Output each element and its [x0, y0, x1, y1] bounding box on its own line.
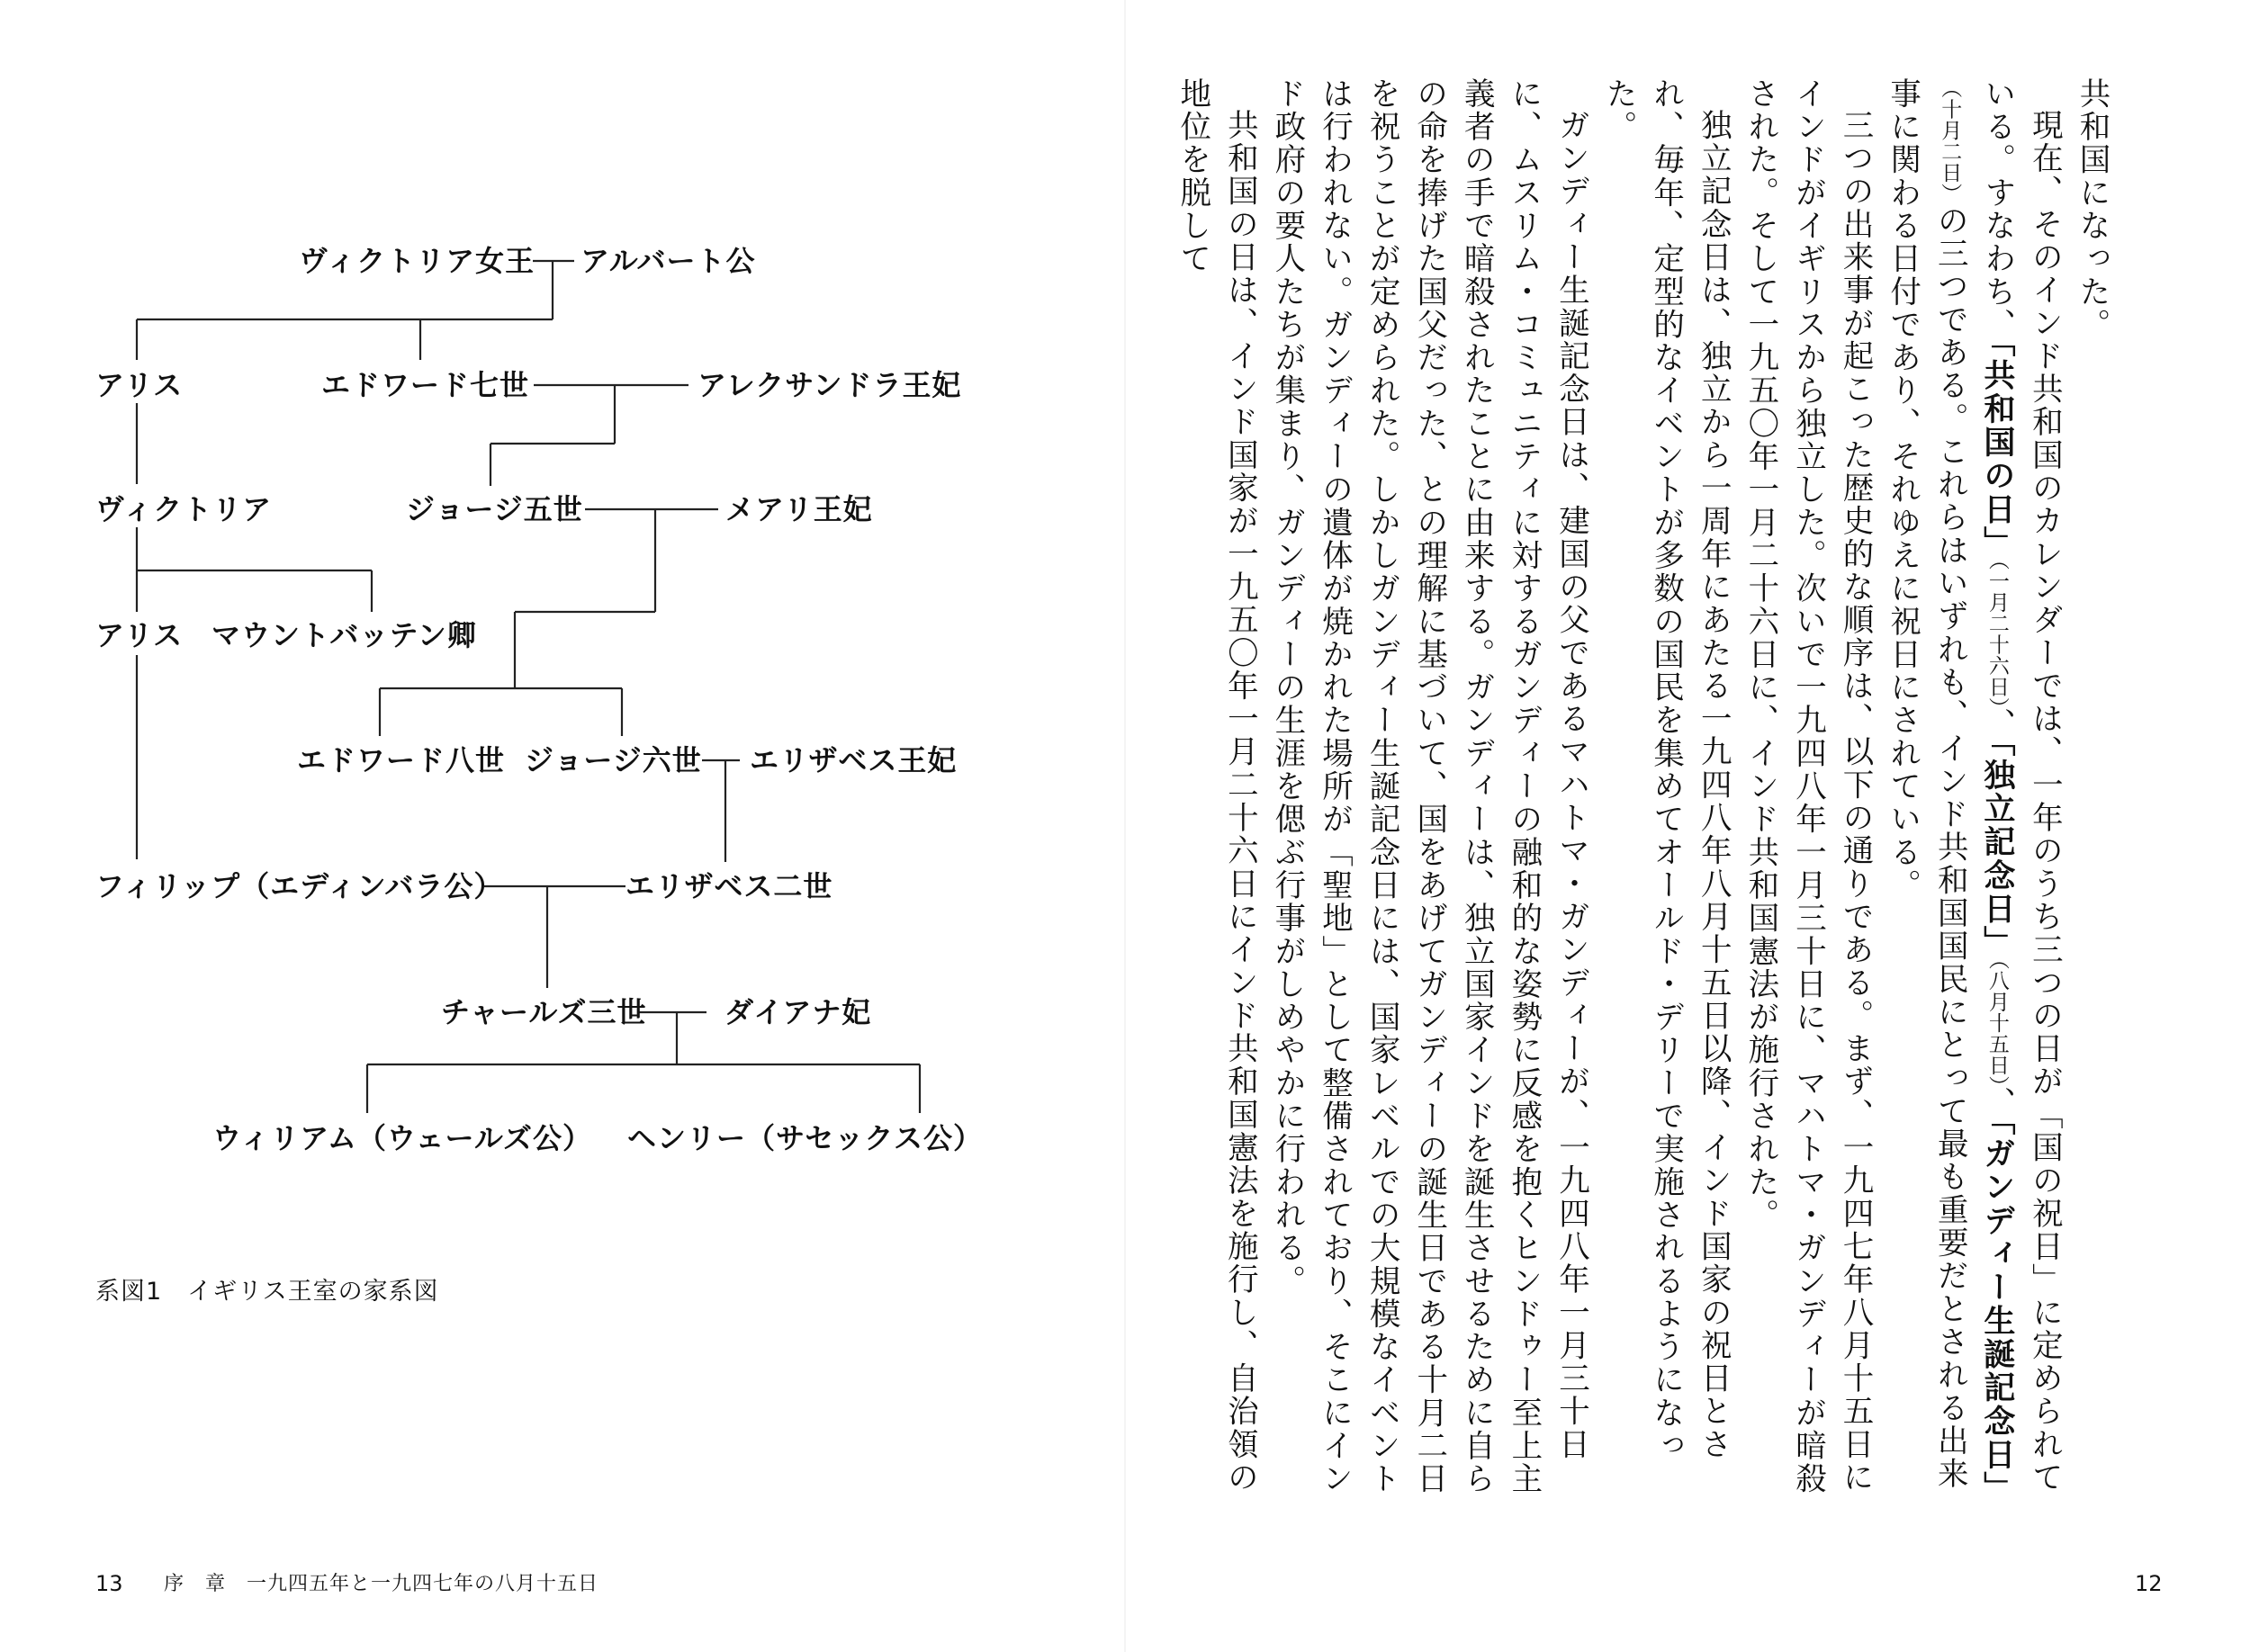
tree-node-queen-mary: メアリ王妃	[725, 492, 873, 526]
tree-node-mountbatten: マウントバッテン卿	[212, 618, 477, 652]
paragraph	[1263, 77, 1594, 1517]
paragraph	[1878, 77, 2067, 1517]
tree-node-alice-2: アリス	[95, 618, 184, 652]
date-note: （八月十五日）	[1984, 958, 2009, 1087]
tree-node-elizabeth-ii: エリザベス二世	[626, 869, 833, 903]
running-head: 序 章 一九四五年と一九四七年の八月十五日	[164, 1573, 599, 1595]
holiday-gandhi-jayanti: 「ガンディー生誕記念日」	[1978, 1119, 2015, 1505]
paragraph-text: の三つである。これらはいずれも、インド共和国国民にとって最も重要だとされる出来事に関わる日付であり、それゆえに祝日にされている。	[1884, 77, 1968, 1491]
tree-node-edward-vii: エドワード七世	[321, 368, 530, 402]
tree-node-prince-albert: アルバート公	[580, 244, 756, 278]
paragraph	[1736, 77, 1878, 1517]
tree-node-alice: アリス	[95, 368, 184, 402]
tree-node-william: ウィリアム（ウェールズ公）	[212, 1121, 592, 1155]
page-number-left: 13	[95, 1571, 123, 1596]
paragraph-text: ガンディー生誕記念日は、建国の父であるマハトマ・ガンディーが、一九四八年一月三十日に、ムスリム・コミュニティに対するガンディーの融和的な姿勢に反感を抱くヒンドゥー至上主義者の手で暗殺されたことに由来する。ガンディーは、独立国家インドを誕生させるために自らの命を捧げた国父だった、との理解に基づいて、国をあげてガンディーの誕生日である十月二日を祝うことが定められた。しかしガンディー生誕記念日には、国家レベルでの大規模なイベントは行われない。ガンディーの遺体が焼かれた場所が「聖地」として整備されており、そこにインド政府の要人たちが集まり、ガンディーの生涯を偲ぶ行事がしめやかに行われる。	[1268, 77, 1589, 1495]
paragraph	[1168, 77, 1263, 1517]
holiday-republic-day: 「共和国の日」	[1978, 341, 2015, 560]
tree-node-diana: ダイアナ妃	[724, 995, 872, 1029]
tree-node-george-vi: ジョージ六世	[525, 743, 702, 777]
paragraph-text: 現在、そのインド共和国のカレンダーでは、一年のうち三つの日が「国の祝日」に定められている。すなわち、	[1978, 77, 2063, 1494]
date-note: （一月二十六日）	[1984, 559, 2009, 708]
date-note: （十月二日）	[1938, 77, 1962, 204]
tree-node-victoria: ヴィクトリア	[95, 492, 273, 526]
paragraph	[1594, 77, 1736, 1517]
separator: 、	[1978, 707, 2015, 741]
tree-node-charles-iii: チャールズ三世	[441, 995, 647, 1029]
tree-node-george-v: ジョージ五世	[406, 492, 583, 526]
tree-node-queen-elizabeth-consort: エリザベス王妃	[750, 743, 958, 777]
tree-node-edward-viii: エドワード八世	[297, 743, 506, 777]
vertical-body-text	[1174, 77, 2115, 1517]
tree-node-prince-philip: フィリップ（エディンバラ公）	[95, 869, 504, 903]
separator: 、	[1978, 1086, 2015, 1120]
figure-caption: 系図1 イギリス王室の家系図	[95, 1278, 439, 1306]
page-gutter	[1124, 0, 1126, 1652]
paragraph-text: 独立記念日は、独立から一周年にあたる一九四八年八月十五日以降、インド国家の祝日とされ、毎年、定型的なイベントが多数の国民を集めてオールド・デリーで実施されるようになった。	[1600, 77, 1732, 1463]
paragraph	[2067, 77, 2115, 1517]
holiday-independence-day: 「独立記念日」	[1978, 741, 2015, 959]
paragraph-text: 共和国の日は、インド国家が一九五〇年一月二十六日にインド共和国憲法を施行し、自治領の地位を脱して	[1174, 77, 1258, 1494]
tree-node-queen-victoria: ヴィクトリア女王	[299, 244, 536, 278]
page-number-right: 12	[2135, 1571, 2163, 1596]
tree-node-henry: ヘンリー（サセックス公）	[627, 1121, 984, 1155]
tree-node-alexandra: アレクサンドラ王妃	[698, 368, 962, 402]
paragraph-text: 共和国になった。	[2074, 77, 2110, 342]
paragraph-text: 三つの出来事が起こった歴史的な順序は、以下の通りである。まず、一九四七年八月十五日にインドがイギリスから独立した。次いで一九四八年一月三十日に、マハトマ・ガンディーが暗殺された。そして一九五〇年一月二十六日に、インド共和国憲法が施行された。	[1742, 77, 1874, 1495]
